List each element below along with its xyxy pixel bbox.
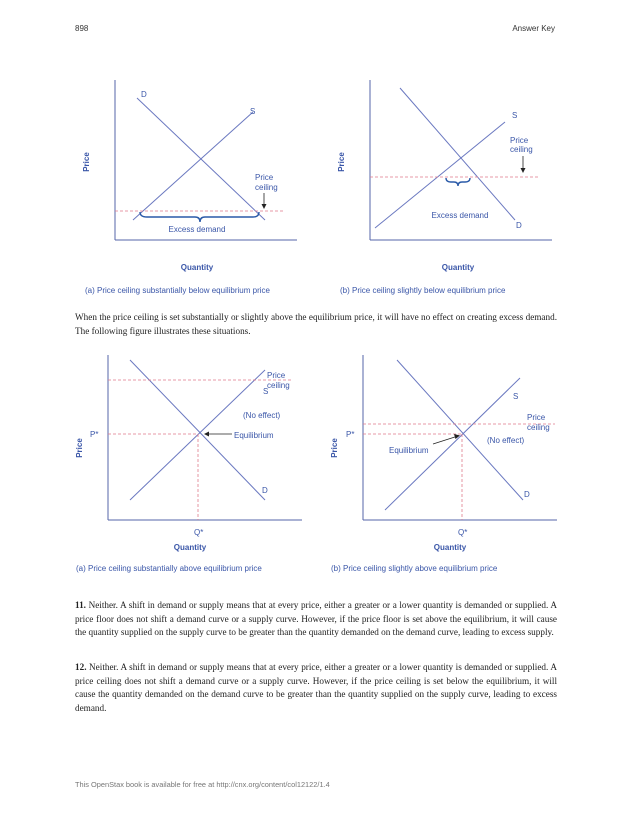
ceiling-label-line1: Price — [255, 173, 274, 182]
answer-text: Neither. A shift in demand or supply means that at every price, either a greater or a lower quantity is demanded or supplied. A price ceiling does not shift a demand curve or a supply curve. However, if the price ceiling is set below the equilibrium, it will cause the quantity demanded on the demand curve to be greater than the quantity supplied on the supply curve, leading to excess demand. — [75, 662, 557, 713]
demand-label: D — [262, 486, 268, 495]
ceiling-label-line2: ceiling — [510, 145, 533, 154]
q-star-label: Q* — [194, 528, 204, 537]
supply-curve — [133, 112, 253, 220]
figure1-a — [75, 70, 305, 305]
p-star-label: P* — [90, 430, 99, 439]
x-axis-label: Quantity — [180, 263, 214, 272]
demand-label: D — [516, 221, 522, 230]
supply-label: S — [263, 387, 269, 396]
y-axis-label: Price — [337, 152, 346, 172]
equilibrium-label: Equilibrium — [234, 431, 274, 440]
page-number: 898 — [75, 24, 89, 33]
ceiling-label-line2: ceiling — [527, 423, 550, 432]
no-effect-label: (No effect) — [243, 411, 281, 420]
intro-paragraph: When the price ceiling is set substantially or slightly above the equilibrium price, it will have no effect on creating excess demand. The following figure illustrates these situations. — [75, 312, 557, 336]
excess-demand-brace — [140, 212, 259, 222]
y-axis-label: Price — [75, 438, 84, 458]
x-axis-label: Quantity — [441, 263, 475, 272]
supply-label: S — [250, 107, 256, 116]
figure1-b — [330, 70, 560, 305]
figure-caption: (a) Price ceiling substantially below equilibrium price — [85, 286, 270, 295]
answer-11 — [75, 599, 557, 640]
demand-label: D — [141, 90, 147, 99]
ceiling-label-line1: Price — [510, 136, 529, 145]
supply-label: S — [513, 392, 519, 401]
equilibrium-label: Equilibrium — [389, 446, 429, 455]
excess-demand-label: Excess demand — [168, 225, 226, 234]
figure-caption: (b) Price ceiling slightly below equilibrium price — [340, 286, 506, 295]
no-effect-label: (No effect) — [487, 436, 525, 445]
figure2-a — [70, 350, 310, 580]
section-title: Answer Key — [512, 24, 555, 33]
ceiling-label-line1: Price — [527, 413, 546, 422]
x-axis-label: Quantity — [433, 543, 467, 552]
demand-curve — [400, 88, 518, 220]
answer-12 — [75, 661, 557, 715]
x-axis-label: Quantity — [173, 543, 207, 552]
footer-text: This OpenStax book is available for free at http://cnx.org/content/col12122/1.4 — [75, 780, 330, 789]
q-star-label: Q* — [458, 528, 468, 537]
ceiling-arrowhead — [262, 204, 267, 209]
ceiling-label-line2: ceiling — [255, 183, 278, 192]
ceiling-label-line1: Price — [267, 371, 286, 380]
demand-curve — [397, 360, 523, 500]
excess-demand-label: Excess demand — [431, 211, 489, 220]
supply-label: S — [512, 111, 518, 120]
demand-curve — [130, 360, 265, 500]
answer-number: 12. — [75, 662, 87, 672]
figure-caption: (a) Price ceiling substantially above equilibrium price — [76, 564, 262, 573]
answer-text: Neither. A shift in demand or supply means that at every price, either a greater or a lower quantity is demanded or supplied. A price floor does not shift a demand curve or a supply curve. However, if the price floor is set above the equilibrium, it will cause the quantity supplied on the supply curve to be greater than the quantity demanded on the demand curve, leading to excess supply. — [75, 600, 557, 638]
p-star-label: P* — [346, 430, 355, 439]
figure-caption: (b) Price ceiling slightly above equilibrium price — [331, 564, 498, 573]
figure2-b — [325, 350, 565, 580]
y-axis-label: Price — [330, 438, 339, 458]
ceiling-arrowhead — [521, 168, 526, 173]
ceiling-label-line2: ceiling — [267, 381, 290, 390]
equilibrium-arrowhead — [204, 432, 209, 437]
equilibrium-arrowhead — [454, 434, 460, 439]
demand-label: D — [524, 490, 530, 499]
excess-demand-brace — [446, 178, 470, 186]
answer-number: 11. — [75, 600, 86, 610]
y-axis-label: Price — [82, 152, 91, 172]
